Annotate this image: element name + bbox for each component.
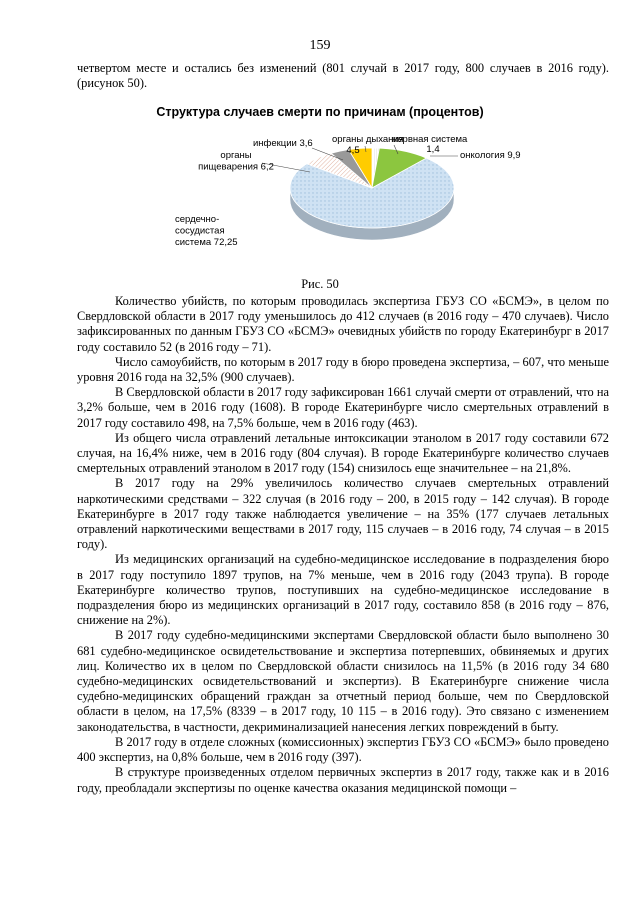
paragraph: В структуре произведенных отделом первичных экспертиз в 2017 году, также как и в 2016 году, преобладали экспертизы по оценке качества оказания медицинской помощи – (77, 765, 609, 795)
paragraph: В Свердловской области в 2017 году зафиксирован 1661 случай смерти от отравлений, что на 3,2% больше, чем в 2016 году (1608). В городе Екатеринбурге число смертельных отравлений в 2017 году составило 498, на 7,5% больше, чем в 2016 году (463). (77, 385, 609, 430)
paragraph: В 2017 году на 29% увеличилось количество случаев смертельных отравлений наркотическими средствами – 322 случая (в 2016 году – 200, в 2015 году – 142 случая). В городе Екатеринбурге в 2017 году также наблюдается увеличение – на 35% (177 случаев летальных отравлений наркотическими веществами в 2017 году, 115 случаев – в 2016 году, 74 случая – в 2015 году). (77, 476, 609, 552)
paragraph: Из медицинских организаций на судебно-медицинское исследование в подразделения бюро в 2017 году поступило 1897 трупов, на 7% меньше, чем в 2016 году (2043 трупа). В городе Екатеринбурге количество трупов, поступивших на судебно-медицинское исследование в подразделения бюро из медицинских организаций в 2017 году, составило 858 (в 2016 году – 876, снижение на 2%). (77, 552, 609, 628)
chart-title: Структура случаев смерти по причинам (процентов) (156, 105, 484, 119)
figure-caption: Рис. 50 (301, 277, 339, 291)
pie-label: нервная система (392, 134, 468, 145)
paragraph: Число самоубийств, по которым в 2017 году в бюро проведена экспертиза, – 607, что меньше уровня 2016 года на 32,5% (900 случаев). (77, 354, 609, 385)
page-number: 159 (309, 38, 331, 53)
paragraph: Количество убийств, по которым проводилась экспертиза ГБУЗ СО «БСМЭ», в целом по Свердловской области в 2017 году уменьшилось до 412 случаев (в 2016 году – 470 случаев). Число зафиксированных по данным ГБУЗ СО «БСМЭ» очевидных убийств по городу Екатеринбург в 2017 году составило 52 (в 2016 году – 71). (77, 294, 609, 354)
pie-label: сердечно-сосудистая система 72,25 (175, 214, 238, 248)
pie-chart-figure (0, 100, 640, 280)
paragraph: В 2017 году в отделе сложных (комиссионных) экспертиз ГБУЗ СО «БСМЭ» было проведено 400 экспертиз, на 0,8% больше, чем в 2016 году (397). (77, 734, 609, 765)
pie-value-label: 1,4 (426, 144, 440, 155)
pie-label: органы пищеварения 6,2 (198, 150, 274, 173)
body-text (77, 294, 609, 796)
intro-text (77, 61, 609, 91)
pie-label: онкология 9,9 (460, 150, 521, 161)
paragraph: Из общего числа отравлений летальные интоксикации этанолом в 2017 году составили 672 случая, на 16,4% ниже, чем в 2016 году (804 случая). В городе Екатеринбурге количество случаев смертельных отравлений этанолом в 2017 году (154) снизилось еще значительнее – на 21,8%. (77, 430, 609, 476)
pie-slices (290, 148, 454, 240)
pie-chart (0, 100, 640, 280)
pie-label: инфекции 3,6 (253, 138, 313, 149)
paragraph: В 2017 году судебно-медицинскими экспертами Свердловской области было выполнено 30 681 судебно-медицинское освидетельствование и экспертиза потерпевших, обвиняемых и других лиц. Количество их в целом по Свердловской области снизилось на 11,5% (в 2016 году 34 680 судебно-медицинских освидетельствований и экспертиз). В Екатеринбурге снижение числа судебно-медицинских обращений граждан за отчетный период больше, чем по Свердловской области в целом, на 17,5% (8339 – в 2017 году, 10 115 – в 2016 году). Это связано с изменением законодательства, в частности, декриминализацией нанесения легких повреждений в быту. (77, 628, 609, 734)
pie-value-label: 4,5 (346, 145, 360, 156)
intro-paragraph: четвертом месте и остались без изменений (801 случай в 2017 году, 800 случаев в 2016 году). (рисунок 50). (77, 61, 609, 91)
pie-label: органы дыхания (332, 134, 404, 145)
